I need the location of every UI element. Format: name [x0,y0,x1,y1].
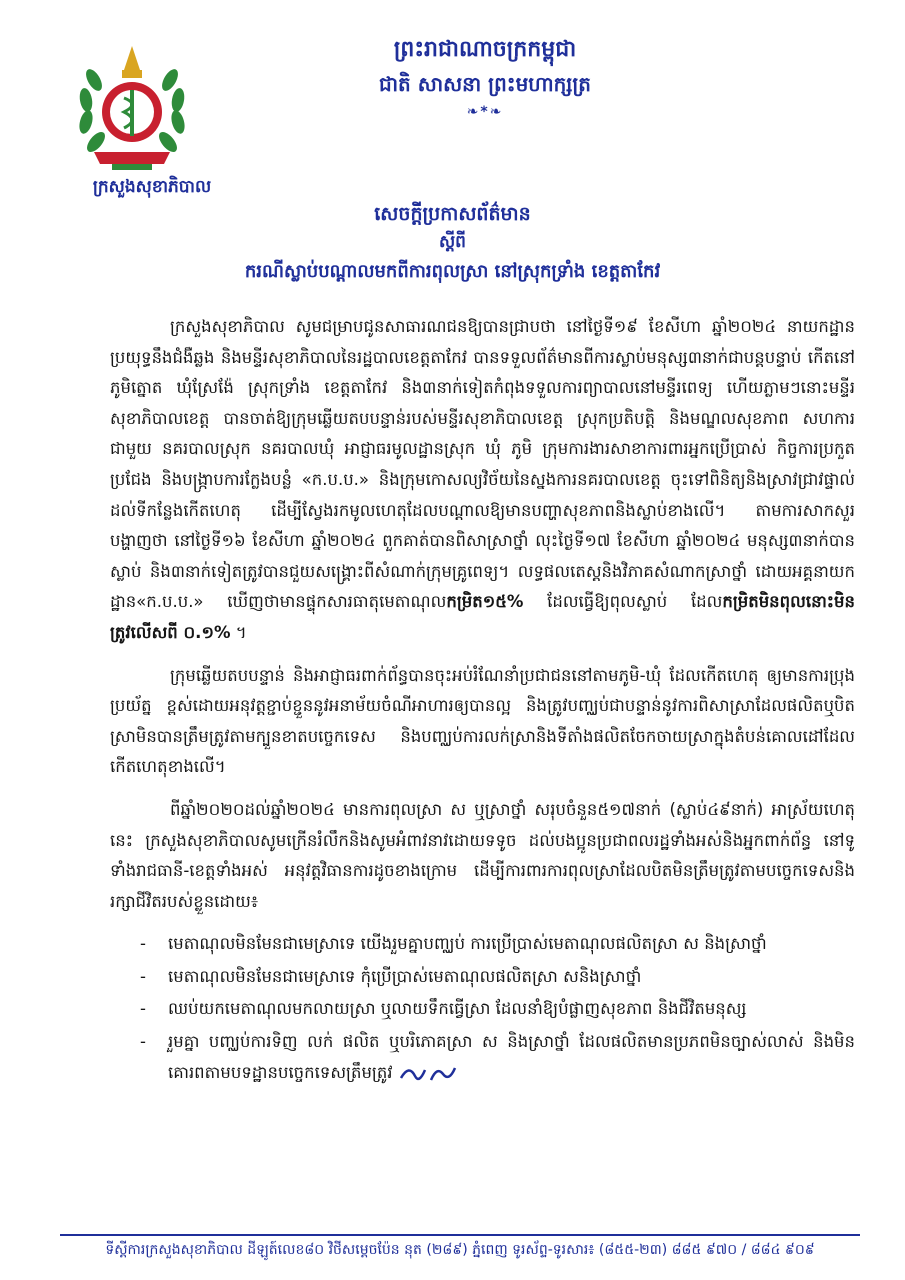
list-item-text: ឈប់យកមេតាណុលមកលាយស្រា ឬលាយទឹកធ្វើស្រា ដែលនាំឱ្យបំផ្លាញសុខភាព និងជីវិតមនុស្ស [168,999,747,1019]
bullet-dash: - [140,1032,146,1052]
list-item [110,994,855,1025]
kingdom-title: ព្រះរាជាណាចក្រកម្ពុជា [393,37,577,62]
temple-spire [124,46,140,70]
announcement-body [110,312,855,1090]
ornament-divider: ❧*❧ [466,104,504,120]
title-regarding: ស្តីពី [439,232,466,252]
list-item [110,962,855,993]
list-item [110,1027,855,1088]
announcement-title [0,200,905,288]
title-press-release: សេចក្តីប្រកាសព័ត៌មាន [374,203,531,225]
ministry-name: ក្រសួងសុខាភិបាល [92,177,212,197]
methanol-level-bold: កម្រិត១៥% [446,592,524,612]
footer-address: ទីស្តីការក្រសួងសុខាភិបាល ដីឡូត៍លេខ៨០ វិថីសម្តេចប៉ែន នុត (២៨៩) ភ្នំពេញ ទូរស័ព្ទ-ទូរសារ៖ (៨៥៥-២៣) ៨៨៥ ៩៧០ / ៨៨៤ ៩០៩ [105,1242,815,1258]
signature-mark [399,1062,459,1084]
kingdom-motto [300,34,670,122]
paragraph-1-text: ក្រសួងសុខាភិបាល សូមជម្រាបជូនសាធារណជនឱ្យបានជ្រាបថា នៅថ្ងៃទី១៩ ខែសីហា ឆ្នាំ២០២៤ នាយកដ្ឋានប្រយុទ្ធនឹងជំងឺឆ្លង និងមន្ទីរសុខាភិបាលនៃរដ្ឋបាលខេត្តតាកែវ បានទទួលព័ត៌មានពីការស្លាប់មនុស្ស៣នាក់ជាបន្តបន្ទាប់ កើតនៅភូមិត្នោត ឃុំស្រែង៉ែ ស្រុកទ្រាំង ខេត្តតាកែវ និង៣នាក់ទៀតកំពុងទទួលការព្យាបាលនៅមន្ទីរពេទ្យ ហើយភ្លាមៗនោះមន្ទីរសុខាភិបាលខេត្ត បានចាត់ឱ្យក្រុមឆ្លើយតបបន្ទាន់របស់មន្ទីរសុខាភិបាលខេត្ត ស្រុកប្រតិបត្តិ និងមណ្ឌលសុខភាព សហការជាមួយ នគរបាលស្រុក នគរបាលឃុំ អាជ្ញាធរមូលដ្ឋានស្រុក ឃុំ ភូមិ ក្រុមការងារសាខាការពារអ្នកប្រើប្រាស់ កិច្ចការប្រកួតប្រជែង និងបង្ក្រាបការក្លែងបន្លំ «ក.ប.ប.» និងក្រុមកោសល្យវិច័យនៃស្នងការនគរបាលខេត្ត ចុះទៅពិនិត្យនិងស្រាវជ្រាវផ្ទាល់ដល់ទីកន្លែងកើតហេតុ ដើម្បីស្វែងរកមូលហេតុដែលបណ្តាលឱ្យមានបញ្ហាសុខភាពនិងស្លាប់ខាងលើ។ តាមការសាកសួរបង្ហាញថា នៅថ្ងៃទី១៦ ខែសីហា ឆ្នាំ២០២៤ ពួកគាត់បានពិសាស្រាថ្នាំ លុះថ្ងៃទី១៧ ខែសីហា ឆ្នាំ២០២៤ មនុស្ស៣នាក់បានស្លាប់ និង៣នាក់ទៀតត្រូវបានជួយសង្គ្រោះពីសំណាក់ក្រុមគ្រូពេទ្យ។ លទ្ធផលតេស្តនិងវិភាគសំណាកស្រាថ្នាំ ដោយអគ្គនាយកដ្ឋាន«ក.ប.ប.» ឃើញថាមានផ្ទុកសារធាតុមេតាណុល [110,317,855,612]
bullet-dash: - [140,934,146,954]
paragraph-1-end: ។ [230,622,247,642]
ministry-logo [72,40,192,180]
list-item-text: មេតាណុលមិនមែនជាមេស្រាទេ កុំប្រើប្រាស់មេតាណុលផលិតស្រា សនិងស្រាថ្នាំ [168,966,642,986]
safe-level-bold: កម្រិតមិនពុលនោះមិនត្រូវលើសពី ០.១% [110,592,855,642]
paragraph-1-mid: ដែលធ្វើឱ្យពុលស្លាប់ ដែល [523,592,723,612]
ribbon [94,152,170,164]
paragraph-2: ក្រុមឆ្លើយតបបន្ទាន់ និងអាជ្ញាធរពាក់ព័ន្ធបានចុះអប់រំណែនាំប្រជាជននៅតាមភូមិ-ឃុំ ដែលកើតហេតុ ឲ្យមានការប្រុងប្រយ័ត្ន ខ្ពស់ដោយអនុវត្តខ្ជាប់ខ្ជួននូវអនាម័យចំណីអាហារឲ្យបានល្អ និងត្រូវបញ្ឈប់ជាបន្ទាន់នូវការពិសាស្រាដែលផលិតឬបិតស្រាមិនបានត្រឹមត្រូវតាមក្បួនខាតបច្ចេកទេស និងបញ្ឈប់ការលក់ស្រានិងទីតាំងផលិតចែកចាយស្រាក្នុងតំបន់គោលដៅដែលកើតហេតុខាងលើ។ [110,665,855,777]
footer-divider [60,1234,860,1236]
list-item [110,929,855,960]
bullet-dash: - [140,999,146,1019]
national-motto: ជាតិ សាសនា ព្រះមហាក្សត្រ [379,72,591,96]
list-item-text: រួមគ្នា បញ្ឈប់ការទិញ លក់ ផលិត ឬបរិភោគស្រា ស និងស្រាថ្នាំ ដែលផលិតមានប្រភពមិនច្បាស់លាស់ និងមិនគោរពតាមបទដ្ឋានបច្ចេកទេសត្រឹមត្រូវ [168,1032,855,1082]
bullet-dash: - [140,966,146,986]
recommendation-list [110,929,855,1088]
paragraph-3: ពីឆ្នាំ២០២០ដល់ឆ្នាំ២០២៤ មានការពុលស្រា ស ឬស្រាថ្នាំ សរុបចំនួន៥១៧នាក់ (ស្លាប់៤៩នាក់) អាស្រ័យហេតុនេះ ក្រសួងសុខាភិបាលសូមក្រើនរំលឹកនិងសូមអំពាវនាវដោយទទូច ដល់បងប្អូនប្រជាពលរដ្ឋទាំងអស់និងអ្នកពាក់ព័ន្ធ នៅទូទាំងរាជធានី-ខេត្តទាំងអស់ អនុវត្តវិធានការដូចខាងក្រោម ដើម្បីការពារការពុលស្រាដែលបិតមិនត្រឹមត្រូវតាមបច្ចេកទេសនិងរក្សាជីវិតរបស់ខ្លួនដោយ៖ [110,799,855,911]
paragraph-1 [110,312,855,649]
list-item-text: មេតាណុលមិនមែនជាមេស្រាទេ យើងរួមគ្នាបញ្ឈប់ ការប្រើប្រាស់មេតាណុលផលិតស្រា ស និងស្រាថ្នាំ [168,934,767,954]
title-subject: ករណីស្លាប់បណ្តាលមកពីការពុលស្រា នៅស្រុកទ្រាំង ខេត្តតាកែវ [244,261,661,282]
